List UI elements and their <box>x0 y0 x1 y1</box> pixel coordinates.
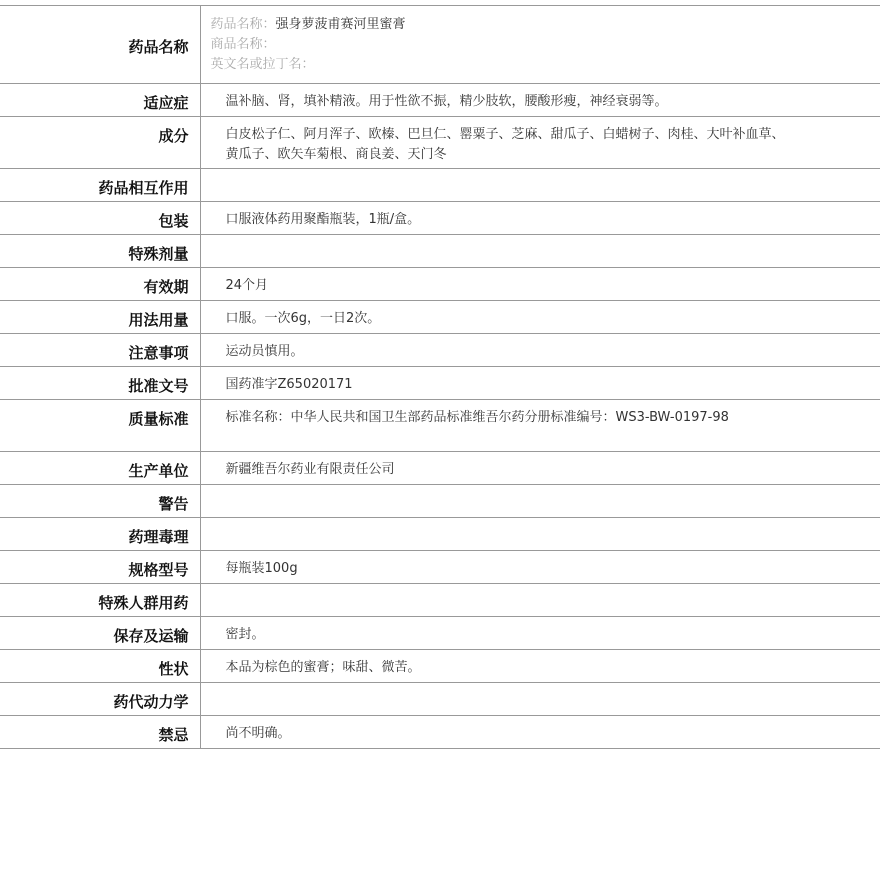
value-shelf-life: 24个月 <box>200 268 880 301</box>
row-ingredients <box>0 117 880 169</box>
row-packaging <box>0 202 880 235</box>
row-specification <box>0 551 880 584</box>
label-manufacturer: 生产单位 <box>0 452 200 485</box>
value-drug-name <box>200 6 880 84</box>
label-approval-number: 批准文号 <box>0 367 200 400</box>
english-name-label: 英文名或拉丁名： <box>210 57 315 72</box>
label-packaging: 包装 <box>0 202 200 235</box>
value-precautions: 运动员慎用。 <box>200 334 880 367</box>
generic-name-value: 强身萝菠甫赛河里蜜膏 <box>275 17 406 32</box>
row-pharmacokinetics <box>0 683 880 716</box>
label-shelf-life: 有效期 <box>0 268 200 301</box>
value-storage: 密封。 <box>200 617 880 650</box>
generic-name-label: 药品名称： <box>210 17 276 32</box>
label-warnings: 警告 <box>0 485 200 518</box>
row-pharmacology <box>0 518 880 551</box>
value-special-populations <box>200 584 880 617</box>
row-warnings <box>0 485 880 518</box>
value-description: 本品为棕色的蜜膏；味甜、微苦。 <box>200 650 880 683</box>
label-usage: 用法用量 <box>0 301 200 334</box>
value-indications: 温补脑、肾，填补精液。用于性欲不振，精少肢软，腰酸形瘦，神经衰弱等。 <box>200 84 880 117</box>
row-interactions <box>0 169 880 202</box>
row-shelf-life <box>0 268 880 301</box>
row-storage <box>0 617 880 650</box>
label-special-populations: 特殊人群用药 <box>0 584 200 617</box>
label-pharmacokinetics: 药代动力学 <box>0 683 200 716</box>
value-warnings <box>200 485 880 518</box>
label-special-dosage: 特殊剂量 <box>0 235 200 268</box>
row-special-dosage <box>0 235 880 268</box>
value-usage: 口服。一次6g，一日2次。 <box>200 301 880 334</box>
value-pharmacology <box>200 518 880 551</box>
value-approval-number: 国药准字Z65020171 <box>200 367 880 400</box>
trade-name-line <box>211 35 871 55</box>
drug-spec-table <box>0 5 880 749</box>
label-drug-name: 药品名称 <box>0 6 200 84</box>
row-indications <box>0 84 880 117</box>
row-approval-number <box>0 367 880 400</box>
generic-name-line <box>211 15 871 35</box>
label-description: 性状 <box>0 650 200 683</box>
label-specification: 规格型号 <box>0 551 200 584</box>
value-interactions <box>200 169 880 202</box>
row-precautions <box>0 334 880 367</box>
label-quality-standard: 质量标准 <box>0 400 200 452</box>
row-quality-standard <box>0 400 880 452</box>
row-drug-name <box>0 6 880 84</box>
value-packaging: 口服液体药用聚酯瓶装，1瓶/盒。 <box>200 202 880 235</box>
value-pharmacokinetics <box>200 683 880 716</box>
row-description <box>0 650 880 683</box>
label-ingredients: 成分 <box>0 117 200 169</box>
label-pharmacology: 药理毒理 <box>0 518 200 551</box>
value-contraindications: 尚不明确。 <box>200 716 880 749</box>
english-name-line <box>211 55 871 75</box>
label-precautions: 注意事项 <box>0 334 200 367</box>
label-storage: 保存及运输 <box>0 617 200 650</box>
trade-name-label: 商品名称： <box>210 37 276 52</box>
value-ingredients: 白皮松子仁、阿月浑子、欧榛、巴旦仁、罂粟子、芝麻、甜瓜子、白蜡树子、肉桂、大叶补血草、黄瓜子、欧矢车菊根、商良姜、天门冬 <box>200 117 880 169</box>
row-usage <box>0 301 880 334</box>
label-contraindications: 禁忌 <box>0 716 200 749</box>
value-special-dosage <box>200 235 880 268</box>
label-interactions: 药品相互作用 <box>0 169 200 202</box>
value-quality-standard: 标准名称：中华人民共和国卫生部药品标准维吾尔药分册标准编号：WS3-BW-0197-98 <box>200 400 880 452</box>
row-manufacturer <box>0 452 880 485</box>
value-manufacturer: 新疆维吾尔药业有限责任公司 <box>200 452 880 485</box>
label-indications: 适应症 <box>0 84 200 117</box>
row-contraindications <box>0 716 880 749</box>
value-specification: 每瓶装100g <box>200 551 880 584</box>
row-special-populations <box>0 584 880 617</box>
